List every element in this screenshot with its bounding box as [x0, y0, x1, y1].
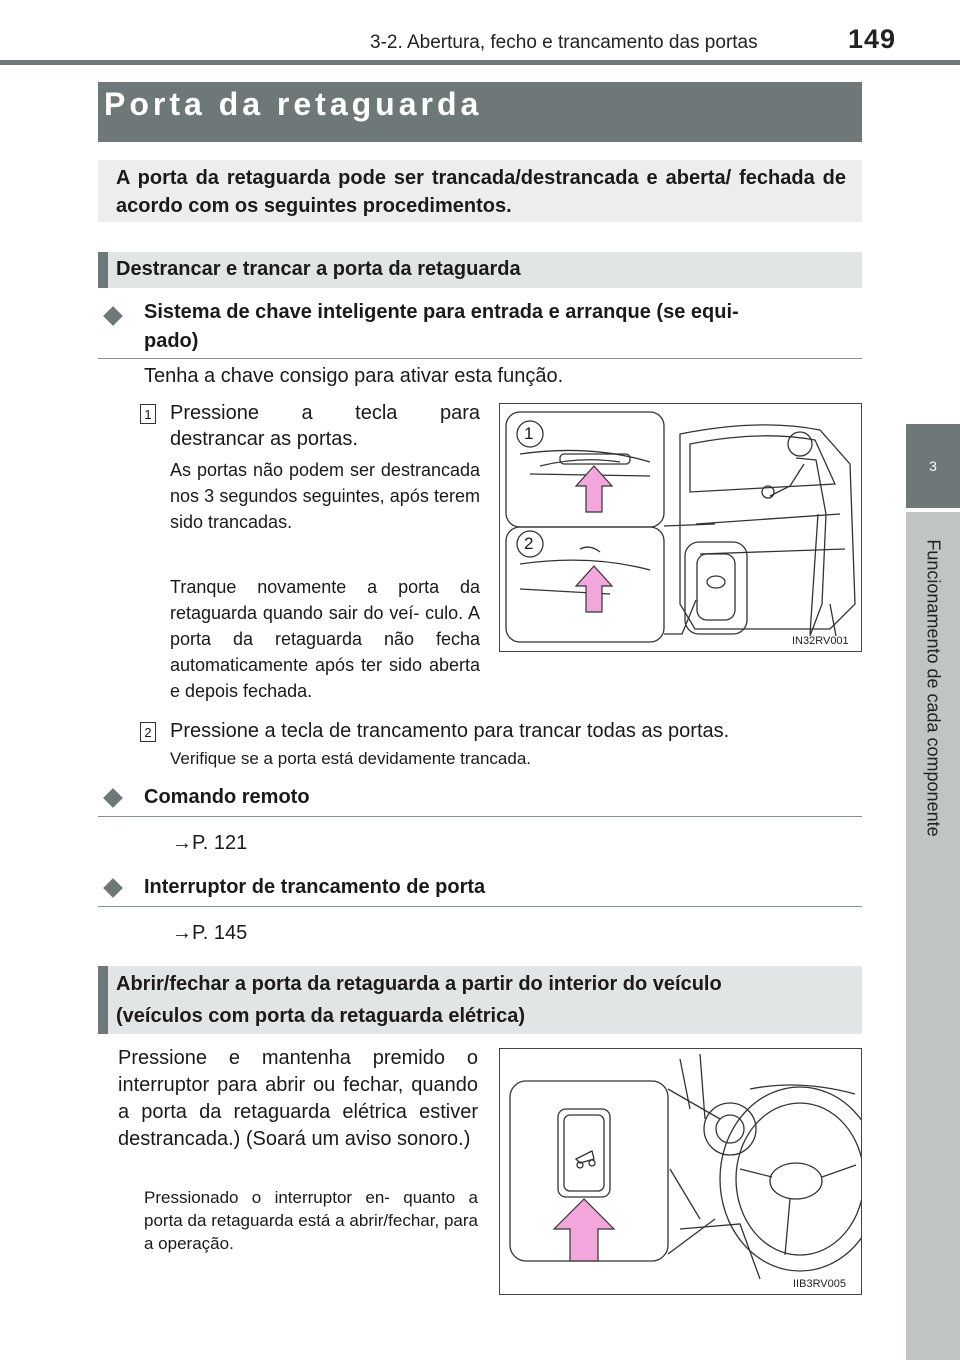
figure-callout-1: 1 — [524, 424, 534, 443]
step-number-2: 2 — [140, 722, 156, 742]
arrow-up-icon — [554, 1199, 614, 1261]
subhead-remote: Comando remoto — [144, 786, 310, 808]
figure-code: IIB3RV005 — [793, 1278, 847, 1290]
subhead-rule — [98, 358, 862, 359]
intro-text: A porta da retaguarda pode ser trancada/destrancada e aberta/ fechada de acordo com os seguintes procedimentos. — [116, 167, 846, 217]
page-number: 149 — [848, 24, 897, 54]
figure-code: IN32RV001 — [792, 635, 849, 647]
arrow-up-icon — [576, 466, 612, 512]
section-heading-interior-line1: Abrir/fechar a porta da retaguarda a partir do interior do veículo — [116, 973, 722, 995]
subhead-rule — [98, 906, 862, 907]
section2-detail: Pressionado o interruptor en- quanto a porta da retaguarda está a abrir/fechar, para a operação. — [144, 1188, 478, 1253]
diamond-bullet-icon — [103, 788, 123, 808]
chapter-tab — [906, 424, 960, 508]
step1-text-line2: destrancar as portas. — [170, 428, 358, 450]
section2-text: Pressione e mantenha premido o interruptor para abrir ou fechar, quando a porta da retaguarda elétrica estiver destrancada.) (Soará um aviso sonoro.) — [118, 1047, 478, 1150]
chapter-label: Funcionamento de cada componente — [923, 539, 944, 837]
step-number-1: 1 — [140, 404, 156, 424]
header-rule — [0, 60, 960, 65]
figure-interior-switch-illustration — [500, 1049, 861, 1294]
figure-smart-key — [499, 403, 862, 652]
section-heading-unlock-lock: Destrancar e trancar a porta da retaguarda — [116, 258, 521, 280]
step2-text: Pressione a tecla de trancamento para trancar todas as portas. — [170, 720, 730, 742]
subhead-rule — [98, 816, 862, 817]
figure-interior-switch — [499, 1048, 862, 1295]
step1-detail1: As portas não podem ser destrancada nos 3 segundos seguintes, após terem sido trancadas. — [170, 460, 480, 532]
figure-callout-2: 2 — [524, 534, 534, 553]
subhead-door-lock-switch: Interruptor de trancamento de porta — [144, 876, 486, 898]
step2-detail: Verifique se a porta está devidamente trancada. — [170, 749, 532, 768]
subhead-smart-key-line1: Sistema de chave inteligente para entrada e arranque (se equi- — [144, 301, 739, 323]
diamond-bullet-icon — [103, 306, 123, 326]
figure-smart-key-illustration — [500, 404, 861, 651]
section-heading-interior-line2: (veículos com porta da retaguarda elétrica) — [116, 1005, 526, 1027]
arrow-right-icon: → — [172, 832, 192, 854]
ref-door-lock-switch: →P. 145 — [172, 922, 248, 944]
ref-remote: →P. 121 — [172, 832, 248, 854]
arrow-right-icon: → — [172, 922, 192, 944]
diamond-bullet-icon — [103, 878, 123, 898]
subhead-smart-key-line2: pado) — [144, 330, 199, 352]
smart-key-note: Tenha a chave consigo para ativar esta função. — [144, 365, 564, 387]
arrow-up-icon — [576, 566, 612, 612]
chapter-number: 3 — [929, 458, 937, 474]
running-header-section: 3-2. Abertura, fecho e trancamento das portas — [370, 32, 758, 53]
step1-text-line1: Pressione a tecla para — [170, 402, 480, 424]
page-title: Porta da retaguarda — [104, 86, 483, 122]
step1-detail2: Tranque novamente a porta da retaguarda quando sair do veí- culo. A porta da retaguarda não fecha automaticamente após ter sido aberta e depois fechada. — [170, 577, 480, 701]
